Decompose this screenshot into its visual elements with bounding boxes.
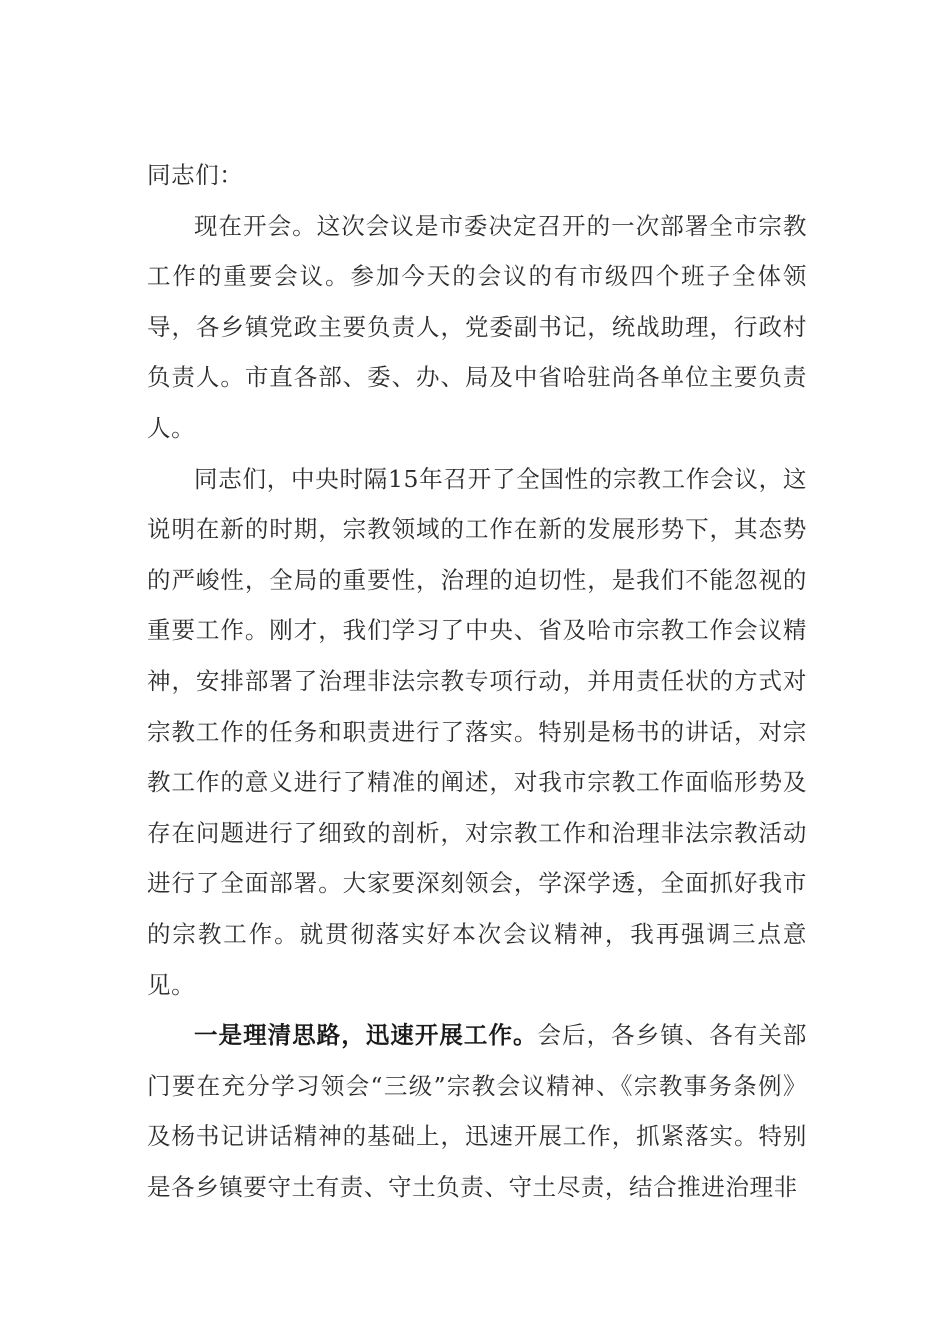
paragraph-opening: 现在开会。这次会议是市委决定召开的一次部署全市宗教工作的重要会议。参加今天的会议的有市级四个班子全体领导，各乡镇党政主要负责人，党委副书记，统战助理，行政村负责人。市直各部、委、办、局及中省哈驻尚各单位主要负责人。: [147, 211, 807, 442]
point-one-heading: 一是理清思路，迅速开展工作。: [194, 1021, 538, 1050]
document-body: [147, 150, 807, 1212]
paragraph-context: 同志们，中央时隔15年召开了全国性的宗教工作会议，这说明在新的时期，宗教领域的工作在新的发展形势下，其态势的严峻性，全局的重要性，治理的迫切性，是我们不能忽视的重要工作。刚才，我们学习了中央、省及哈市宗教工作会议精神，安排部署了治理非法宗教专项行动，并用责任状的方式对宗教工作的任务和职责进行了落实。特别是杨书的讲话，对宗教工作的意义进行了精准的阐述，对我市宗教工作面临形势及存在问题进行了细致的剖析，对宗教工作和治理非法宗教活动进行了全面部署。大家要深刻领会，学深学透，全面抓好我市的宗教工作。就贯彻落实好本次会议精神，我再强调三点意见。: [147, 464, 807, 999]
paragraph-point-one: [147, 1010, 807, 1212]
salutation: 同志们：: [147, 161, 244, 189]
point-one-text: 会后，各乡镇、各有关部门要在充分学习领会“三级”宗教会议精神、《宗教事务条例》及杨书记讲话精神的基础上，迅速开展工作，抓紧落实。特别是各乡镇要守土有责、守土负责、守土尽责，结合推进治理非: [147, 1021, 807, 1201]
